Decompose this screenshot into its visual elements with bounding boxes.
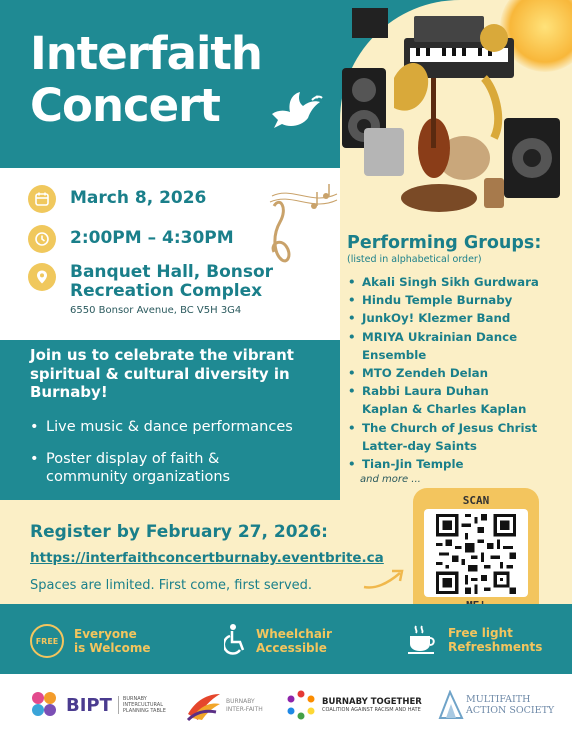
group-name: Rabbi Laura Duhan Kaplan & Charles Kaplan: [362, 384, 527, 417]
clock-icon: [28, 225, 56, 253]
groups-more: and more ...: [360, 474, 421, 485]
group-name: The Church of Jesus Christ Latter-day Saints: [362, 420, 538, 453]
intro-bullet-text: Poster display of faith & community organizations: [46, 451, 231, 485]
groups-title: Performing Groups:: [347, 233, 542, 253]
feature-line: Everyone: [74, 627, 137, 641]
list-item: • JunkOy! Klezmer Band: [348, 309, 570, 327]
bipt-logo: [30, 690, 166, 720]
event-venue-row: [28, 263, 273, 301]
coffee-cup-icon: [406, 624, 438, 656]
group-name: Hindu Temple Burnaby: [362, 293, 513, 308]
groups-subtitle: (listed in alphabetical order): [347, 254, 482, 265]
location-pin-icon: [28, 263, 56, 291]
qr-code[interactable]: [436, 514, 516, 594]
instruments-collage: [334, 8, 566, 223]
list-item: • MTO Zendeh Delan: [348, 364, 570, 382]
burnaby-together-logo: [286, 690, 422, 720]
list-item: • MRIYA Ukrainian Dance Ensemble: [348, 328, 570, 364]
intro-bullet: • Poster display of faith & community organizations: [30, 450, 330, 486]
burnaby-together-subtitle: COALITION AGAINST RACISM AND HATE: [322, 707, 421, 713]
feature-accessible: [224, 624, 332, 658]
burnaby-together-icon: [286, 690, 316, 720]
feature-line: Accessible: [256, 641, 327, 655]
multifaith-logo-text: [466, 694, 554, 716]
wheelchair-icon: [224, 624, 246, 658]
intro-bullet-text: Live music & dance performances: [46, 419, 293, 435]
calendar-icon: [28, 185, 56, 213]
list-item: • Tian-Jin Temple: [348, 455, 570, 473]
bipt-logo-icon: [30, 690, 62, 720]
multifaith-logo: [438, 690, 554, 720]
bipt-subtext-line: INTERCULTURAL: [122, 702, 163, 708]
group-name: JunkOy! Klezmer Band: [362, 311, 511, 326]
event-time-row: [28, 225, 234, 253]
intro-headline: Join us to celebrate the vibrant spiritual & cultural diversity in Burnaby!: [30, 346, 294, 401]
page-title: [30, 28, 262, 132]
group-name: Tian-Jin Temple: [362, 457, 464, 472]
interfaith-logo-line: INTER-FAITH: [226, 706, 263, 713]
bipt-subtext: [118, 696, 166, 714]
multifaith-logo-line: ACTION SOCIETY: [466, 705, 555, 716]
arrow-icon: [360, 563, 408, 593]
free-badge-icon: [30, 624, 64, 658]
intro-bullet: • Live music & dance performances: [30, 419, 293, 435]
treble-clef-icon: [252, 176, 342, 276]
feature-text: [448, 626, 542, 654]
register-link[interactable]: https://interfaithconcertburnaby.eventbrite.ca: [30, 550, 384, 566]
event-venue: [70, 263, 273, 301]
bipt-logo-text: BIPT: [66, 694, 112, 716]
group-name: Akali Singh Sikh Gurdwara: [362, 275, 539, 289]
feature-refreshments: [406, 624, 542, 656]
group-name: MRIYA Ukrainian Dance Ensemble: [362, 329, 518, 362]
group-name: MTO Zendeh Delan: [362, 366, 489, 381]
feature-line: is Welcome: [74, 641, 151, 655]
qr-scan-label: SCAN: [462, 494, 490, 507]
groups-list: [348, 273, 570, 473]
list-item: • The Church of Jesus Christ Latter-day Saints: [348, 419, 570, 455]
feature-text: [74, 627, 151, 655]
event-time: 2:00PM – 4:30PM: [70, 228, 234, 248]
burnaby-together-text: [322, 697, 422, 713]
list-item: • Rabbi Laura Duhan Kaplan & Charles Kaplan: [348, 382, 570, 418]
title-line-2: Concert: [30, 79, 220, 132]
venue-line-2: Recreation Complex: [70, 281, 263, 301]
event-date: March 8, 2026: [70, 188, 207, 208]
multifaith-logo-icon: [438, 690, 464, 720]
feature-free: [30, 624, 151, 658]
interfaith-logo-line: BURNABY: [226, 698, 255, 705]
interfaith-logo-icon: [186, 690, 222, 722]
register-note: Spaces are limited. First come, first served.: [30, 578, 313, 593]
list-item: • Akali Singh Sikh Gurdwara: [348, 273, 570, 291]
feature-line: Wheelchair: [256, 627, 332, 641]
title-line-1: Interfaith: [30, 27, 262, 80]
feature-text: [256, 627, 332, 655]
dove-icon: [268, 88, 324, 132]
burnaby-together-title: BURNABY TOGETHER: [322, 697, 422, 707]
feature-line: Refreshments: [448, 640, 543, 654]
interfaith-logo-text: [226, 698, 263, 714]
bipt-subtext-line: BURNABY: [122, 696, 147, 702]
event-date-row: [28, 185, 206, 213]
multifaith-logo-line: MULTIFAITH: [466, 694, 531, 705]
register-title: Register by February 27, 2026:: [30, 522, 328, 542]
burnaby-interfaith-logo: [186, 690, 263, 722]
feature-line: Free light: [448, 626, 513, 640]
bipt-subtext-line: PLANNING TABLE: [122, 708, 166, 714]
free-badge-label: FREE: [35, 636, 59, 646]
venue-line-1: Banquet Hall, Bonsor: [70, 262, 274, 282]
list-item: • Hindu Temple Burnaby: [348, 291, 570, 309]
event-address: 6550 Bonsor Avenue, BC V5H 3G4: [70, 305, 242, 316]
